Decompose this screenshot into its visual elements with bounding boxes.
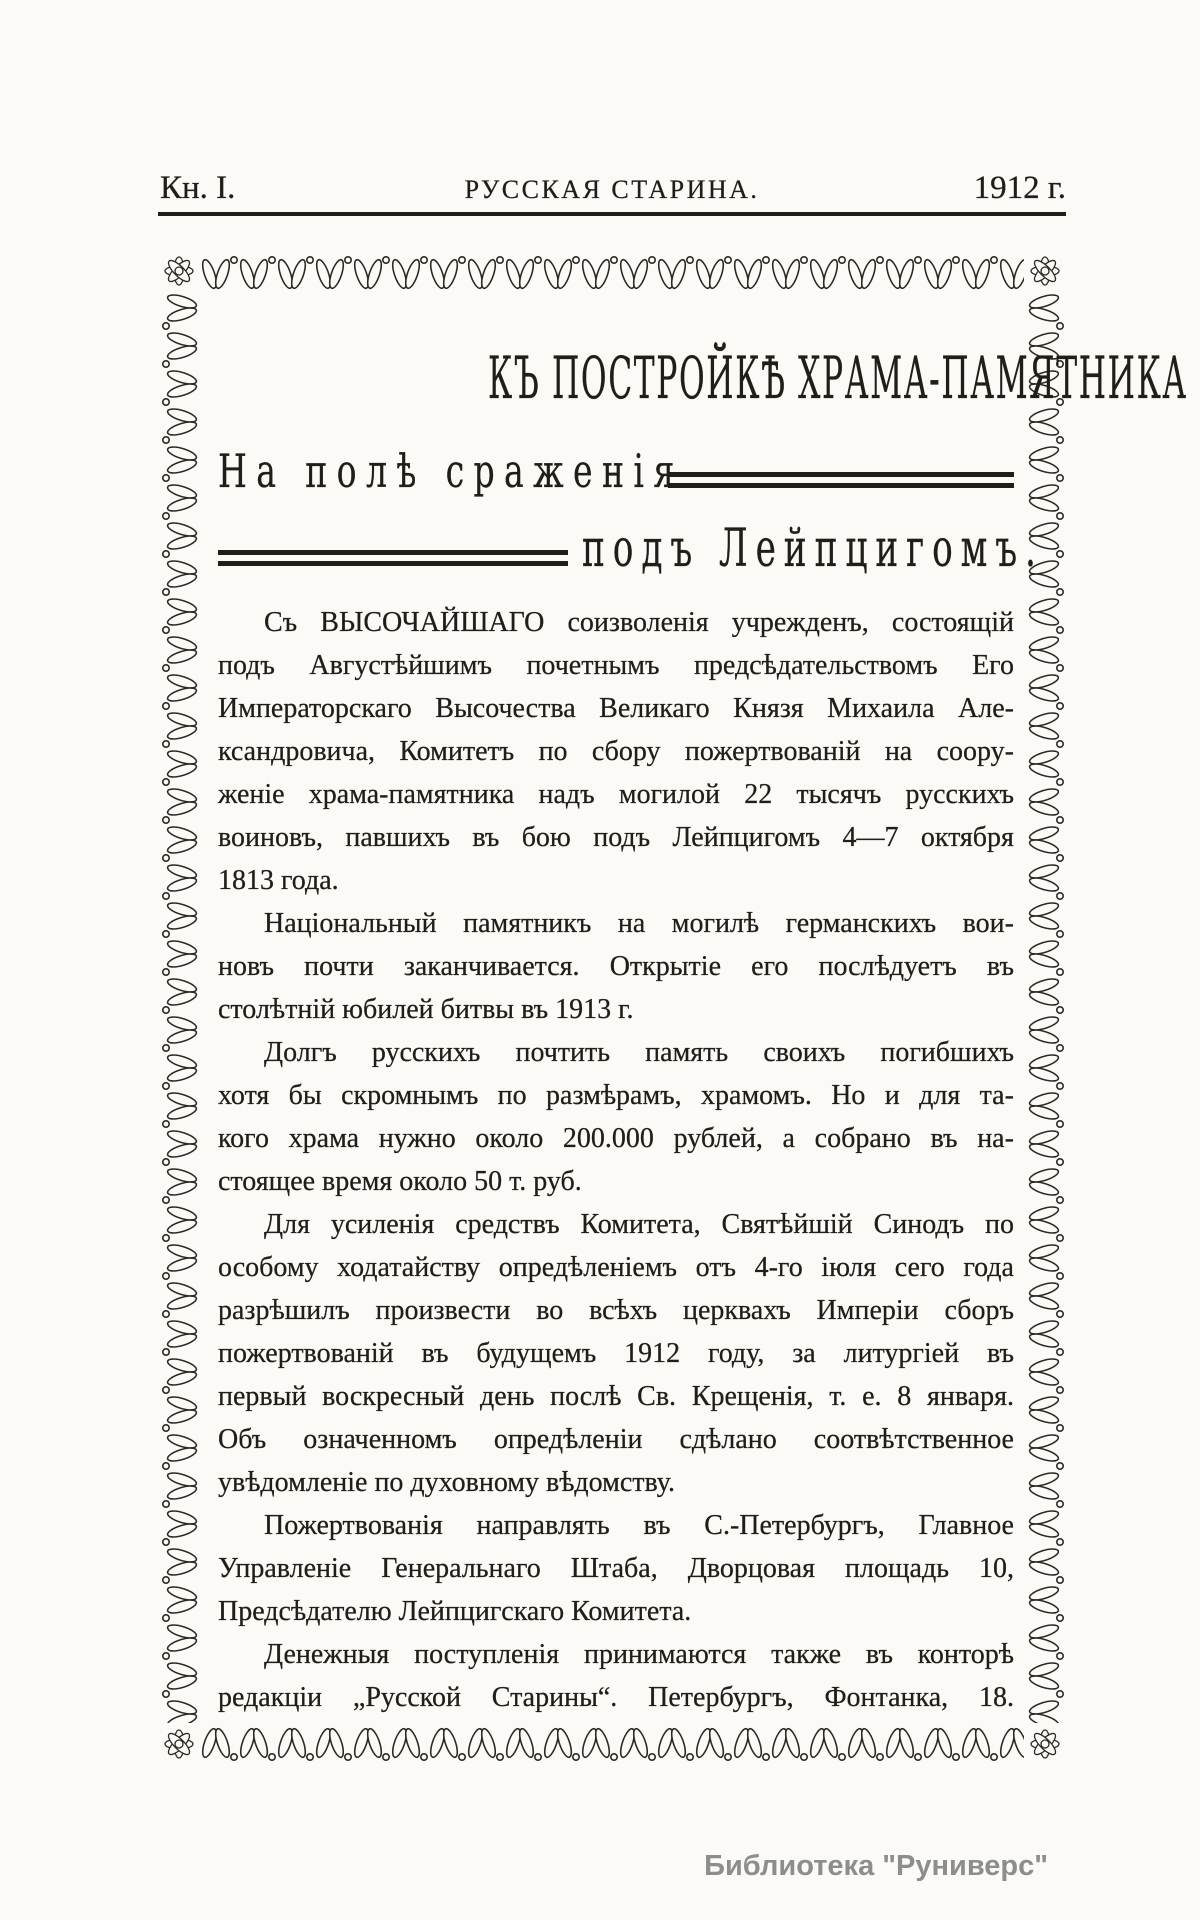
body-word: ксандровича, xyxy=(218,736,376,767)
body-word: бы xyxy=(288,1080,322,1111)
body-word: средствъ xyxy=(455,1209,560,1240)
subtitle-text-wrap xyxy=(582,518,1044,580)
body-word: по xyxy=(985,1209,1014,1240)
body-word: опредѣленіемъ xyxy=(498,1252,678,1283)
body-word: 200.000 xyxy=(562,1123,654,1154)
body-word: отъ xyxy=(695,1252,736,1283)
body-word: памятникъ xyxy=(463,908,592,939)
body-word: года xyxy=(963,1252,1014,1283)
corner-rosette-top-left xyxy=(165,257,193,285)
body-word: произвести xyxy=(375,1295,511,1326)
body-line xyxy=(218,601,1014,644)
body-word: Крещенія, xyxy=(691,1381,814,1412)
body-word: С.-Петербургъ, xyxy=(704,1510,885,1541)
body-word: соизволенія xyxy=(567,607,709,638)
body-word: новъ xyxy=(218,951,274,982)
body-word: Генеральнаго xyxy=(381,1553,541,1584)
body-line: увѣдомленіе по духовному вѣдомству. xyxy=(218,1467,675,1498)
body-word: за xyxy=(792,1338,816,1369)
body-word: Святѣйшій xyxy=(721,1209,853,1240)
body-word: подъ xyxy=(593,822,651,853)
body-word: тысячъ xyxy=(796,779,882,810)
body-word: воиновъ, xyxy=(218,822,323,853)
body-word: Но xyxy=(831,1080,866,1111)
body-word: Але- xyxy=(958,693,1014,724)
body-word: по xyxy=(538,736,568,767)
body-word: 4-го xyxy=(754,1252,803,1283)
body-word: Его xyxy=(972,650,1014,681)
body-word: Фонтанка, xyxy=(824,1682,949,1713)
body-word: на xyxy=(617,908,646,939)
body-word: 4—7 xyxy=(842,822,899,853)
body-line: столѣтній юбилей битвы въ 1913 г. xyxy=(218,994,634,1025)
body-line xyxy=(218,730,1014,773)
body-word: Императорскаго xyxy=(218,693,412,724)
article-subtitle-row-2 xyxy=(218,518,1044,580)
body-word: день xyxy=(479,1381,535,1412)
body-line xyxy=(218,945,1014,988)
body-line xyxy=(218,687,1014,730)
body-word: іюля xyxy=(821,1252,877,1283)
body-line xyxy=(218,1074,1014,1117)
body-word: году, xyxy=(707,1338,765,1369)
body-word: женіе xyxy=(218,779,285,810)
body-word: храма-памятника xyxy=(308,779,515,810)
body-line xyxy=(218,773,1014,816)
body-word: 8 xyxy=(897,1381,912,1412)
body-word: принимаются xyxy=(583,1639,747,1670)
body-word: 1912 xyxy=(624,1338,681,1369)
body-word: Для xyxy=(264,1209,310,1240)
body-word: Имперіи xyxy=(816,1295,919,1326)
body-word: храма xyxy=(288,1123,360,1154)
body-word: воскресный xyxy=(322,1381,465,1412)
body-line xyxy=(218,1375,1014,1418)
body-line: стоящее время около 50 т. руб. xyxy=(218,1166,582,1197)
body-word: Старины“. xyxy=(491,1682,618,1713)
body-word: поступленія xyxy=(414,1639,560,1670)
body-word: въ xyxy=(472,822,500,853)
body-line xyxy=(218,1504,1014,1547)
body-word: сбору xyxy=(591,736,661,767)
body-word: Комитета, xyxy=(580,1209,701,1240)
body-line: Предсѣдателю Лейпцигскаго Комитета. xyxy=(218,1596,692,1627)
body-line xyxy=(218,1117,1014,1160)
body-word: января. xyxy=(926,1381,1014,1412)
body-word: Управленіе xyxy=(218,1553,352,1584)
body-word: Петербургъ, xyxy=(648,1682,794,1713)
body-word: павшихъ xyxy=(345,822,450,853)
body-word: кого xyxy=(218,1123,269,1154)
body-word: 10, xyxy=(979,1553,1014,1584)
body-word: Денежныя xyxy=(264,1639,390,1670)
body-word: Великаго xyxy=(599,693,710,724)
body-word: погибшихъ xyxy=(880,1037,1014,1068)
body-word: направлять xyxy=(476,1510,610,1541)
body-word: Дворцовая xyxy=(687,1553,815,1584)
body-word: Штаба, xyxy=(570,1553,658,1584)
body-line xyxy=(218,1332,1014,1375)
body-word: Синодъ xyxy=(873,1209,965,1240)
body-word: 22 xyxy=(744,779,773,810)
body-word: своихъ xyxy=(763,1037,846,1068)
corner-rosette-top-right xyxy=(1031,257,1059,285)
body-word: германскихъ xyxy=(785,908,937,939)
body-word: площадь xyxy=(845,1553,949,1584)
body-word: по xyxy=(497,1080,527,1111)
body-word: означенномъ xyxy=(303,1424,457,1455)
body-word: надъ xyxy=(538,779,595,810)
body-word: рублей, xyxy=(673,1123,763,1154)
body-line xyxy=(218,1031,1014,1074)
book-number: Кн. I. xyxy=(160,170,236,206)
body-word: русскихъ xyxy=(905,779,1014,810)
body-word: Пожертвованія xyxy=(264,1510,443,1541)
body-word: состоящій xyxy=(891,607,1014,638)
body-word: соотвѣтственное xyxy=(813,1424,1014,1455)
body-word: память xyxy=(645,1037,729,1068)
body-word: нужно xyxy=(378,1123,456,1154)
body-line xyxy=(218,902,1014,945)
body-line xyxy=(218,1289,1014,1332)
article-subtitle-line1: На полѣ сраженія xyxy=(218,444,684,498)
body-word: первый xyxy=(218,1381,307,1412)
body-line xyxy=(218,1418,1014,1461)
body-word: для xyxy=(919,1080,961,1111)
body-word: храмомъ. xyxy=(701,1080,812,1111)
body-word: во xyxy=(536,1295,564,1326)
body-word: а xyxy=(782,1123,795,1154)
body-word: могилѣ xyxy=(671,908,760,939)
body-word: предсѣдательствомъ xyxy=(693,650,938,681)
subtitle-text-wrap xyxy=(218,442,684,500)
body-word: октября xyxy=(920,822,1014,853)
corner-rosette-bottom-right xyxy=(1031,1730,1059,1758)
double-rule xyxy=(668,472,1014,488)
body-word: около xyxy=(475,1123,544,1154)
year-label: 1912 г. xyxy=(973,170,1066,206)
body-word: „Русской xyxy=(352,1682,461,1713)
body-word: Михаила xyxy=(827,693,935,724)
body-word: собрано xyxy=(814,1123,911,1154)
double-rule xyxy=(218,550,568,566)
body-word: въ xyxy=(421,1338,449,1369)
body-word: Лейпцигомъ xyxy=(672,822,821,853)
body-word: въ xyxy=(986,951,1014,982)
body-word: особому xyxy=(218,1252,319,1283)
body-word: Августѣйшимъ xyxy=(309,650,492,681)
body-word: почтить xyxy=(515,1037,611,1068)
body-word: конторѣ xyxy=(917,1639,1014,1670)
body-word: Національный xyxy=(264,908,437,939)
body-word: почти xyxy=(304,951,374,982)
body-word: ВЫСОЧАЙШАГО xyxy=(320,607,545,638)
body-word: Открытіе xyxy=(609,951,722,982)
body-word: Комитетъ xyxy=(399,736,515,767)
body-word: Объ xyxy=(218,1424,267,1455)
body-word: Съ xyxy=(264,607,298,638)
body-word: разрѣшилъ xyxy=(218,1295,350,1326)
body-line xyxy=(218,1547,1014,1590)
body-word: въ xyxy=(930,1123,958,1154)
body-word: будущемъ xyxy=(476,1338,597,1369)
body-word: сего xyxy=(894,1252,945,1283)
body-word: опредѣленіи xyxy=(493,1424,643,1455)
body-word: литургіей xyxy=(843,1338,960,1369)
body-word: на xyxy=(884,736,913,767)
body-word: сборъ xyxy=(944,1295,1014,1326)
body-word: пожертвованій xyxy=(218,1338,394,1369)
body-line xyxy=(218,1203,1014,1246)
body-word: подъ xyxy=(218,650,275,681)
body-word: въ xyxy=(643,1510,671,1541)
body-word: сдѣлано xyxy=(679,1424,777,1455)
corner-rosette-bottom-left xyxy=(165,1730,193,1758)
body-word: его xyxy=(751,951,789,982)
body-line: 1813 года. xyxy=(218,865,339,896)
body-line xyxy=(218,644,1014,687)
body-line xyxy=(218,1633,1014,1676)
border-bottom xyxy=(200,1725,1024,1765)
body-word: и xyxy=(884,1080,900,1111)
body-word: вои- xyxy=(962,908,1014,939)
body-word: пожертвованій xyxy=(684,736,861,767)
body-word: размѣрамъ, xyxy=(546,1080,682,1111)
article-title-row xyxy=(190,344,1188,412)
body-word: бою xyxy=(521,822,571,853)
border-right xyxy=(1026,292,1066,1723)
body-word: соору- xyxy=(936,736,1014,767)
body-word: церквахъ xyxy=(683,1295,791,1326)
body-word: Князя xyxy=(733,693,804,724)
body-word: русскихъ xyxy=(371,1037,481,1068)
body-word: е. xyxy=(862,1381,882,1412)
article-subtitle-line2: подъ Лейпцигомъ. xyxy=(582,519,1044,579)
body-word: почетнымъ xyxy=(526,650,660,681)
body-word: т. xyxy=(829,1381,847,1412)
watermark: Библиотека "Руниверс" xyxy=(704,1850,1048,1882)
journal-title: РУССКАЯ СТАРИНА. xyxy=(464,175,760,204)
article-subtitle-row-1 xyxy=(218,442,1014,500)
body-word: Долгъ xyxy=(264,1037,337,1068)
body-word: Главное xyxy=(918,1510,1014,1541)
body-word: 18. xyxy=(978,1682,1014,1713)
body-word: на- xyxy=(977,1123,1014,1154)
body-line xyxy=(218,1246,1014,1289)
body-word: могилой xyxy=(618,779,720,810)
body-word: послѣ xyxy=(550,1381,622,1412)
body-word: въ xyxy=(865,1639,893,1670)
body-line xyxy=(218,816,1014,859)
border-left xyxy=(160,292,200,1723)
body-word: учрежденъ, xyxy=(731,607,869,638)
body-word: скромнымъ xyxy=(341,1080,479,1111)
body-word: Св. xyxy=(637,1381,677,1412)
body-word: Высочества xyxy=(435,693,576,724)
body-word: въ xyxy=(986,1338,1014,1369)
body-word: также xyxy=(771,1639,842,1670)
body-word: послѣдуетъ xyxy=(818,951,957,982)
body-text xyxy=(218,601,1014,1719)
body-word: хотя xyxy=(218,1080,270,1111)
article-title: КЪ ПОСТРОЙКѢ ХРАМА-ПАМЯТНИКА xyxy=(488,344,1188,412)
body-line xyxy=(218,1676,1014,1719)
body-word: усиленія xyxy=(330,1209,435,1240)
body-word: ходатайству xyxy=(337,1252,481,1283)
body-word: заканчивается. xyxy=(403,951,580,982)
body-word: та- xyxy=(979,1080,1014,1111)
border-top xyxy=(200,252,1024,292)
body-word: всѣхъ xyxy=(589,1295,658,1326)
body-word: редакціи xyxy=(218,1682,323,1713)
